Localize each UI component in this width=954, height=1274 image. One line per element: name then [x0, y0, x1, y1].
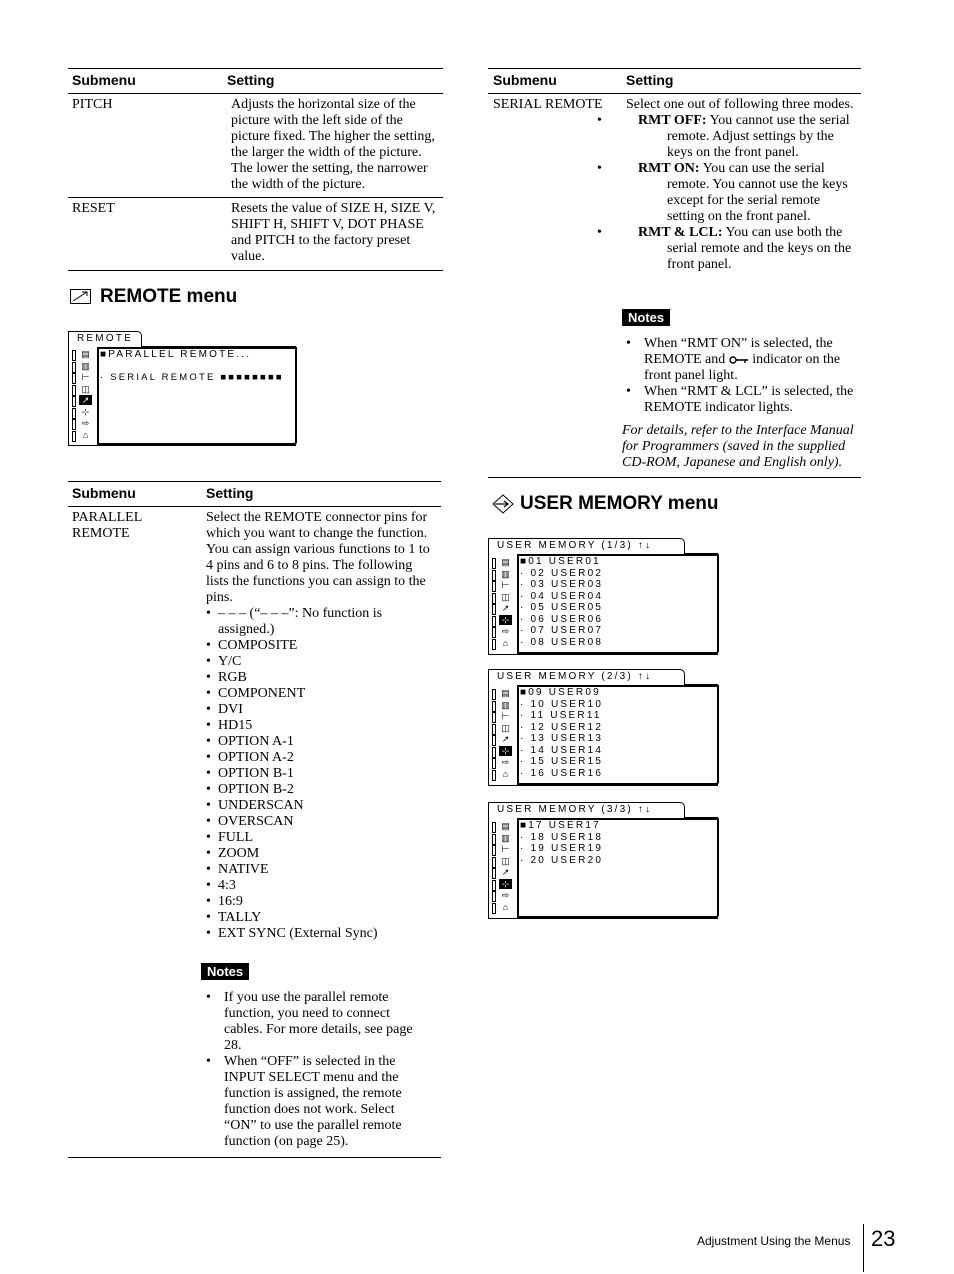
menu-home-icon: ⌂	[502, 637, 509, 648]
menu-enter-icon: ⇨	[81, 418, 90, 428]
list-item: • EXT SYNC (External Sync)	[206, 926, 438, 942]
memory-line: ■01 USER01	[520, 556, 601, 567]
menu-home-icon: ⌂	[82, 429, 89, 440]
user-memory-menu-title: USER MEMORY menu	[520, 493, 719, 514]
menu-toolbox-icon: ◫	[501, 722, 510, 733]
header-setting: Setting	[206, 485, 254, 501]
table-row	[68, 198, 443, 270]
serial-notes	[626, 336, 858, 416]
list-item: • – – – (“– – –”: No function is assigned.)	[206, 606, 438, 638]
memory-line: ■09 USER09	[520, 687, 601, 698]
mode-label: RMT & LCL:	[638, 225, 723, 240]
memory-line: · 13 USER13	[520, 733, 604, 744]
menu-list-icon: ▤	[81, 349, 90, 359]
list-item: • DVI	[206, 702, 438, 718]
list-item	[626, 225, 858, 273]
table-row	[68, 94, 443, 198]
note-item: • When “OFF” is selected in the INPUT SELECT menu and the function is assigned, the remote function does not work. Select “ON” to use the parallel remote function (on page 25).	[206, 1054, 418, 1150]
page-number: 23	[871, 1226, 896, 1251]
memory-line: · 14 USER14	[520, 744, 604, 756]
list-item: • Y/C	[206, 654, 438, 670]
serial-intro: Select one out of following three modes.	[626, 97, 854, 112]
note-text: When “RMT ON” is selected, the REMOTE and	[644, 336, 833, 367]
menu-bars-icon: ▥	[81, 360, 90, 371]
memory-line: · 11 USER11	[520, 710, 602, 721]
remote-line-parallel: ■PARALLEL REMOTE...	[100, 349, 252, 360]
memory-line: · 08 USER08	[520, 636, 604, 648]
remote-menu-screen	[68, 331, 298, 447]
setting-reset: Resets the value of SIZE H, SIZE V, SHIFT H, SHIFT V, DOT PHASE and PITCH to the factory preset value.	[231, 201, 436, 264]
memory-line: · 15 USER15	[520, 756, 604, 767]
menu-input-icon: ⊢	[501, 844, 510, 854]
menu-user-memory-icon: ⊹	[81, 406, 90, 417]
menu-remote-icon: ↗	[501, 734, 510, 744]
mode-label: RMT ON:	[638, 161, 700, 176]
parallel-intro: Select the REMOTE connector pins for which you want to change the function. You can assign various functions to 1 to 4 pins and 6 to 8 pins. The following lists the functions you can assign to the pins.	[206, 510, 430, 605]
menu-bars-icon: ▥	[501, 699, 510, 710]
list-item: • UNDERSCAN	[206, 798, 438, 814]
list-item: • COMPOSITE	[206, 638, 438, 654]
memory-line: · 07 USER07	[520, 625, 604, 636]
remote-icon	[70, 289, 91, 304]
menu-toolbox-icon: ◫	[501, 855, 510, 866]
note-item: • If you use the parallel remote function, you need to connect cables. For more details, see page 28.	[206, 990, 418, 1054]
note-item: • When “RMT & LCL” is selected, the REMOTE indicator lights.	[626, 384, 858, 416]
menu-enter-icon: ⇨	[501, 626, 510, 636]
memory-line: · 12 USER12	[520, 721, 604, 733]
list-item: • OPTION A-1	[206, 734, 438, 750]
menu-enter-icon: ⇨	[501, 890, 510, 900]
mode-text: You cannot use the serial remote. Adjust settings by the keys on the front panel.	[667, 113, 850, 160]
list-item: • OVERSCAN	[206, 814, 438, 830]
memory-line: · 03 USER03	[520, 579, 604, 590]
notes-badge: Notes	[201, 963, 249, 980]
user-memory-screen-1	[488, 538, 720, 656]
list-item: • FULL	[206, 830, 438, 846]
list-item	[626, 113, 858, 161]
menu-enter-icon: ⇨	[501, 757, 510, 767]
setting-pitch: Adjusts the horizontal size of the picture with the left side of the picture fixed. The higher the setting, the larger the width of the picture. The lower the setting, the narrower the width of the picture.	[231, 97, 435, 192]
memory-line: · 18 USER18	[520, 831, 604, 843]
menu-list-icon: ▤	[501, 557, 510, 567]
memory-line: · 05 USER05	[520, 602, 604, 613]
list-item: • OPTION B-1	[206, 766, 438, 782]
memory-line: · 20 USER20	[520, 854, 604, 866]
header-submenu: Submenu	[72, 485, 136, 501]
parallel-notes	[206, 990, 418, 1150]
header-submenu: Submenu	[493, 72, 557, 88]
menu-user-memory-icon: ⊹	[499, 879, 512, 889]
list-item	[626, 161, 858, 225]
mode-list	[626, 113, 858, 273]
menu-input-icon: ⊢	[81, 372, 90, 382]
function-list	[206, 606, 438, 942]
menu-toolbox-icon: ◫	[81, 383, 90, 394]
user-memory-screen-2	[488, 669, 720, 787]
list-item: • 4:3	[206, 878, 438, 894]
list-item: • ZOOM	[206, 846, 438, 862]
menu-toolbox-icon: ◫	[501, 591, 510, 602]
menu-remote-icon: ↗	[79, 395, 92, 405]
note-item	[626, 336, 858, 384]
memory-line: · 16 USER16	[520, 767, 604, 779]
memory-line: · 06 USER06	[520, 613, 604, 625]
menu-input-icon: ⊢	[501, 580, 510, 590]
header-submenu: Submenu	[72, 72, 136, 88]
details-text: For details, refer to the Interface Manual for Programmers (saved in the supplied CD-ROM, Japanese and English only).	[622, 423, 854, 470]
memory-line: · 02 USER02	[520, 567, 604, 579]
list-item: • TALLY	[206, 910, 438, 926]
menu-remote-icon: ↗	[501, 867, 510, 877]
screen-tab: USER MEMORY (2/3) ↑↓	[488, 669, 685, 685]
screen-tab: USER MEMORY (1/3) ↑↓	[488, 538, 685, 554]
submenu-reset: RESET	[72, 201, 115, 216]
serial-remote-table	[488, 68, 861, 478]
list-item: • COMPONENT	[206, 686, 438, 702]
list-item: • NATIVE	[206, 862, 438, 878]
note-text: indicator on the front panel light.	[644, 352, 841, 383]
menu-home-icon: ⌂	[502, 768, 509, 779]
header-setting: Setting	[626, 72, 674, 88]
list-item: • RGB	[206, 670, 438, 686]
footer-divider	[863, 1224, 864, 1272]
remote-menu-title: REMOTE menu	[100, 286, 238, 307]
menu-bars-icon: ▥	[501, 832, 510, 843]
remote-line-serial: · SERIAL REMOTE ■■■■■■■■	[100, 372, 284, 383]
remote-screen-tab: REMOTE	[68, 331, 142, 347]
list-item: • 16:9	[206, 894, 438, 910]
header-setting: Setting	[227, 72, 275, 88]
pitch-reset-table	[68, 68, 443, 271]
mode-label: RMT OFF:	[638, 113, 707, 128]
menu-remote-icon: ↗	[501, 603, 510, 613]
memory-line: · 04 USER04	[520, 590, 604, 602]
user-memory-icon	[491, 494, 515, 514]
submenu-parallel-remote: PARALLEL REMOTE	[72, 510, 142, 541]
memory-line: · 10 USER10	[520, 698, 604, 710]
list-item: • HD15	[206, 718, 438, 734]
memory-line: · 19 USER19	[520, 843, 604, 854]
list-item: • OPTION A-2	[206, 750, 438, 766]
menu-list-icon: ▤	[501, 821, 510, 831]
screen-tab: USER MEMORY (3/3) ↑↓	[488, 802, 685, 818]
user-memory-screen-3	[488, 802, 720, 920]
list-item: • OPTION B-2	[206, 782, 438, 798]
menu-list-icon: ▤	[501, 688, 510, 698]
submenu-serial-remote: SERIAL REMOTE	[493, 97, 603, 112]
submenu-pitch: PITCH	[72, 97, 113, 112]
menu-bars-icon: ▥	[501, 568, 510, 579]
menu-input-icon: ⊢	[501, 711, 510, 721]
footer-section-label: Adjustment Using the Menus	[697, 1234, 851, 1248]
memory-line: ■17 USER17	[520, 820, 601, 831]
parallel-remote-table	[68, 481, 441, 1158]
mode-text: You can use both the serial remote and the keys on the front panel.	[667, 225, 852, 272]
menu-user-memory-icon: ⊹	[499, 746, 512, 756]
mode-text: You can use the serial remote. You cannot use the keys except for the serial remote setting on the front panel.	[667, 161, 848, 224]
menu-home-icon: ⌂	[502, 901, 509, 912]
key-icon	[729, 356, 749, 364]
menu-user-memory-icon: ⊹	[499, 615, 512, 625]
notes-badge: Notes	[622, 309, 670, 326]
